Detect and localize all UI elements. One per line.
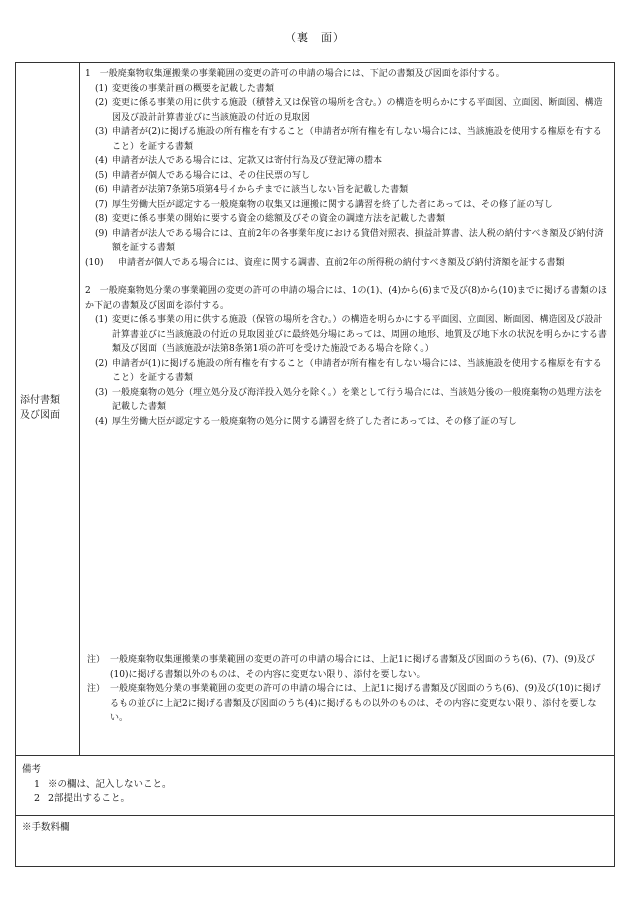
- section1-item-2: [85, 96, 609, 125]
- section1-item-9: [85, 227, 609, 256]
- item-text: 申請者が個人である場合には、その住民票の写し: [112, 170, 311, 181]
- attachments-label: [20, 393, 78, 423]
- remark-number: 2: [34, 793, 41, 804]
- note-1: [85, 653, 609, 682]
- section1-item-10: [85, 256, 609, 271]
- item-text: 変更に係る事業の開始に要する資金の総額及びその資金の調達方法を記載した書類: [112, 214, 446, 224]
- item-number: (7): [95, 199, 108, 210]
- item-number: (5): [95, 170, 108, 181]
- row-divider-remarks: [16, 755, 614, 756]
- section2-item-4: [85, 415, 609, 430]
- item-number: (8): [95, 214, 108, 224]
- column-divider: [79, 63, 80, 755]
- item-number: (2): [95, 358, 108, 369]
- form-table: [15, 62, 615, 867]
- remarks-title: 備考: [22, 764, 42, 775]
- item-text: 申請者が法人である場合には、直前2年の各事業年度における貸借対照表、損益計算書、法人税の納付すべき額及び納付済額を証する書類: [112, 228, 604, 253]
- note-text: 一般廃棄物収集運搬業の事業範囲の変更の許可の申請の場合には、上記1に掲げる書類及び図面のうち(6)、(7)、(9)及び(10)に掲げる書類以外のものは、その内容に変更ない限り、添付を要しない。: [110, 655, 595, 680]
- item-text: 変更に係る事業の用に供する施設（保管の場所を含む。）の構造を明らかにする平面図、立面図、断面図、構造図及び設計計算書並びに当該施設の付近の見取図並びに最終処分場にあっては、周囲の地形、地質及び地下水の状況を明らかにする書類及び図面（当該施設が法第8条第1項の許可を受けた施設である場合を除く。）: [112, 315, 607, 354]
- note-mark: 注）: [87, 655, 106, 665]
- item-number: (9): [95, 228, 108, 239]
- section2-heading: 2 一般廃棄物処分業の事業範囲の変更の許可の申請の場合には、1の(1)、(4)から(6)まで及び(8)から(10)までに掲げる書類のほか下記の書類及び図面を添付する。: [85, 286, 607, 311]
- section2-item-3: [85, 386, 609, 415]
- item-number: (3): [95, 387, 108, 398]
- item-number: (1): [95, 83, 108, 94]
- note-2: [85, 682, 609, 726]
- item-text: 厚生労働大臣が認定する一般廃棄物の収集又は運搬に関する講習を終了した者にあっては、その修了証の写し: [112, 199, 553, 210]
- remark-number: 1: [34, 778, 41, 790]
- note-text: 一般廃棄物処分業の事業範囲の変更の許可の申請の場合には、上記1に掲げる書類及び図面のうち(6)、(9)及び(10)に掲げるもの並びに上記2に掲げる書類及び図面のうち(4)に掲げるもの以外のものは、その内容に変更ない限り、添付を要しない。: [110, 684, 601, 723]
- item-number: (6): [95, 185, 108, 195]
- remarks-block: [22, 763, 602, 807]
- attachments-content: [85, 67, 609, 429]
- item-text: 厚生労働大臣が認定する一般廃棄物の処分に関する講習を終了した者にあっては、その修了証の写し: [112, 416, 517, 427]
- remark-item-2: [22, 792, 602, 807]
- attachments-label-line-1: 添付書類: [20, 395, 60, 406]
- item-text: 申請者が(1)に掲げる施設の所有権を有すること（申請者が所有権を有しない場合には、当該施設を使用する権原を有すること）を証する書類: [112, 358, 602, 383]
- page-title: （裏 面）: [285, 31, 345, 44]
- item-number: (4): [95, 416, 108, 427]
- section1-item-4: [85, 154, 609, 169]
- section1-item-6: [85, 183, 609, 198]
- item-text: 申請者が(2)に掲げる施設の所有権を有すること（申請者が所有権を有しない場合には、当該施設を使用する権原を有すること）を証する書類: [112, 127, 602, 152]
- item-text: 申請者が個人である場合には、資産に関する調書、直前2年の所得税の納付すべき額及び納付済額を証する書類: [118, 257, 565, 268]
- section1-item-7: [85, 198, 609, 213]
- item-number: (4): [95, 156, 108, 166]
- section1-item-3: [85, 125, 609, 154]
- item-number: (2): [95, 98, 108, 108]
- section2-item-1: [85, 313, 609, 357]
- remark-text: ※の欄は、記入しないこと。: [48, 778, 172, 790]
- remark-item-1: [22, 778, 602, 793]
- remark-text: 2部提出すること。: [48, 793, 131, 804]
- row-divider-fee: [16, 815, 614, 816]
- note-mark: 注）: [87, 684, 106, 694]
- notes-block: [85, 653, 609, 726]
- item-number: (3): [95, 127, 108, 137]
- item-text: 変更後の事業計画の概要を記載した書類: [112, 83, 275, 94]
- fee-field-label: ※手数料欄: [22, 822, 70, 833]
- section1-item-1: [85, 82, 609, 97]
- item-text: 一般廃棄物の処分（埋立処分及び海洋投入処分を除く。）を業として行う場合には、当該処分後の一般廃棄物の処理方法を記載した書類: [112, 387, 603, 412]
- section2-item-2: [85, 357, 609, 386]
- section1-heading: 1 一般廃棄物収集運搬業の事業範囲の変更の許可の申請の場合には、下記の書類及び図面を添付する。: [85, 69, 505, 79]
- section1-item-5: [85, 169, 609, 184]
- item-text: 申請者が法人である場合には、定款又は寄付行為及び登記簿の謄本: [112, 156, 383, 166]
- attachments-label-line-2: 及び図面: [20, 410, 60, 421]
- item-number: (1): [95, 315, 108, 325]
- item-number: (10): [85, 257, 104, 268]
- section1-item-8: [85, 212, 609, 227]
- item-text: 申請者が法第7条第5項第4号イからチまでに該当しない旨を記載した書類: [112, 185, 409, 195]
- item-text: 変更に係る事業の用に供する施設（積替え又は保管の場所を含む。）の構造を明らかにする平面図、立面図、断面図、構造図及び設計計算書並びに当該施設の付近の見取図: [112, 98, 603, 123]
